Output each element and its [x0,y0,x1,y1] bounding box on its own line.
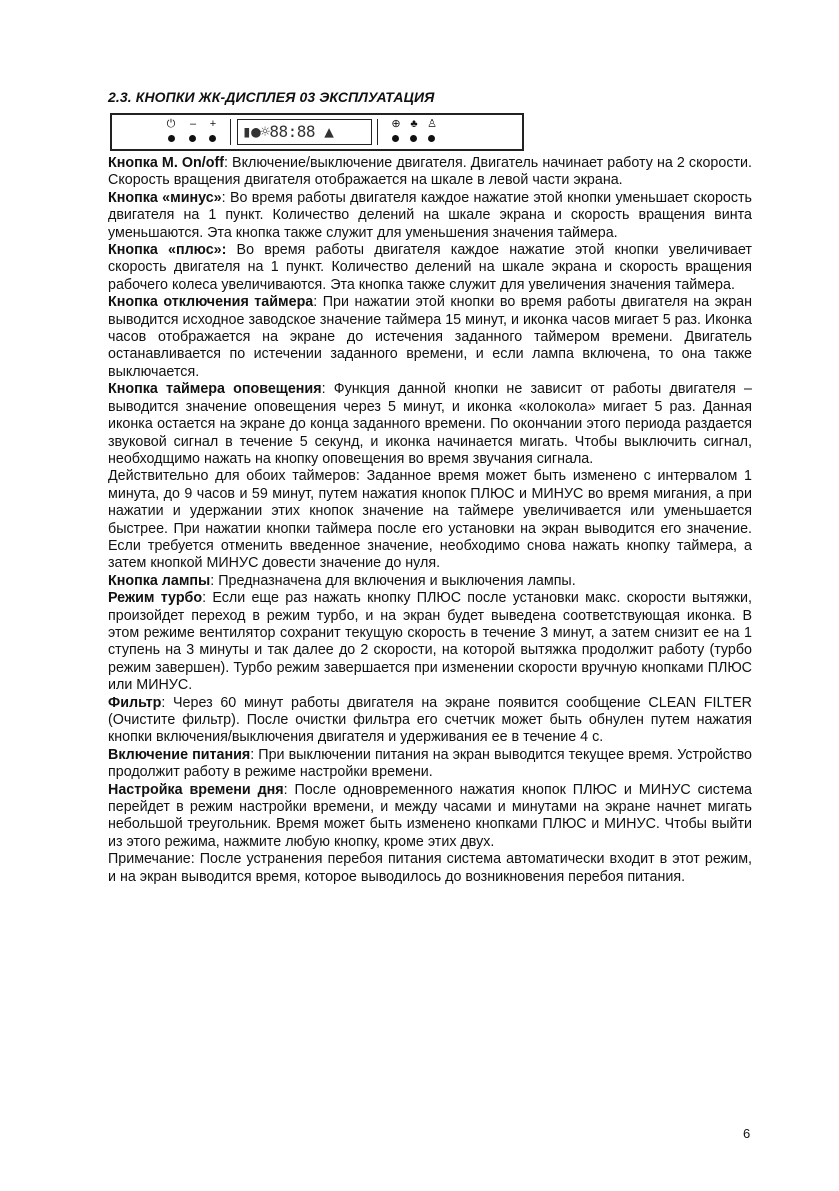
paragraph: Кнопка отключения таймера: При нажатии этой кнопки во время работы двигателя на экран выводится исходное заводское значение таймера 15 минут, и иконка часов мигает 5 раз. Иконка часов отображается на экране до истечения заданного таймером времени. Двигатель останавливается по истечении заданного времени, и если лампа включена, то она также выключается. [108,294,752,380]
term: Режим турбо [108,590,203,607]
power-icon: ⏻ [166,118,176,130]
paragraph: Настройка времени дня: После одновременного нажатия кнопок ПЛЮС и МИНУС система перейдет в режим настройки времени, и между часами и минутами на экране начнет мигать небольшой треугольник. Время может быть изменено кнопками ПЛЮС и МИНУС. Чтобы выйти из этого режима, нажмите любую кнопку, кроме этих двух. [108,781,753,850]
paragraph: Включение питания: При выключении питания на экран выводится текущее время. Устройство продолжит работу в режиме настройки времени. [108,746,752,781]
paragraph: Действительно для обоих таймеров: Заданное время может быть изменено с интервалом 1 минута, до 9 часов и 59 минут, путем нажатия кнопок ПЛЮС и МИНУС во время мигания, а при нажатии и удержании этих кнопок значение на таймере увеличивается или уменьшается быстрее. При нажатии кнопки таймера после его установки на экран выводится его значение. Если требуется отменить введенное значение, необходимо снова нажать кнопку таймера, а затем кнопкой МИНУС довести значение до нуля. [108,468,752,572]
plus-button[interactable] [209,135,216,142]
minus-icon: – [189,118,197,130]
alarm-timer-button[interactable] [410,135,417,142]
term: Кнопка M. On/off [108,155,224,171]
plus-icon: + [209,118,217,130]
page-number: 6 [743,1126,751,1141]
panel-divider [230,119,231,145]
lcd-control-panel [110,113,524,151]
lcd-display-text: ▮●☼88:88 ▲ [242,122,334,141]
lcd-display [237,119,372,145]
paragraph: Кнопка таймера оповещения: Функция данной кнопки не зависит от работы двигателя – выводится значение оповещения через 5 минут, и иконка «колокола» мигает 5 раз. Данная иконка остается на экране до конца заданного времени. По окончании этого периода раздается звуковой сигнал в течение 5 секунд, и иконка начинается мигать. Чтобы выключить сигнал, необходщимо нажать на кнопку оповещения во время звучания сигнала. [108,381,753,467]
term: Кнопка «минус» [108,189,222,206]
paragraph: Кнопка M. On/off: Включение/выключение двигателя. Двигатель начинает работу на 2 скорости. Скорость вращения двигателя отображается на шкале в левой части экрана. [108,155,752,189]
paragraph: Режим турбо: Если еще раз нажать кнопку ПЛЮС после установки макс. скорости вытяжки, произойдет переход в режим турбо, и на экран будет выведена соответствующая иконка. В этом режиме вентилятор сохранит текущую скорость в течение 3 минут, а затем снизит ее на 1 ступень на 3 минуты и так далее до 2 скорости, на которой вытяжка продолжит работу (турбо режим завершен). Турбо режим завершается при изменении скорости вручную кнопками ПЛЮС или МИНУС. [108,590,752,694]
section-title: 2.3. КНОПКИ ЖК-ДИСПЛЕЯ 03 ЭКСПЛУАТАЦИЯ [108,89,435,105]
paragraph: Фильтр: Через 60 минут работы двигателя на экране появится сообщение CLEAN FILTER (Очистите фильтр). После очистки фильтра его счетчик может быть обнулен путем нажатия кнопки включения/выключения двигателя и удерживания ее в течение 4 с. [108,694,752,746]
paragraph: Кнопка «минус»: Во время работы двигателя каждое нажатие этой кнопки уменьшает скорость двигателя на 1 пункт. Количество делений на шкале экрана и скорость вращения винта уменьшаются. Эта кнопка также служит для уменьшения значения таймера. [108,189,752,241]
term: Настройка времени дня [108,781,284,798]
lamp-button[interactable] [428,135,435,142]
term: Кнопка отключения таймера [108,294,314,311]
paragraph: Примечание: После устранения перебоя питания система автоматически входит в этот режим, и на экран выводится время, которое выводилось до возникновения перебоя питания. [108,851,752,885]
timer-off-button[interactable] [392,135,399,142]
paragraph: Кнопка «плюс»: Во время работы двигателя каждое нажатие этой кнопки увеличивает скорость двигателя на 1 пункт. Количество делений на шкале экрана и скорость вращения рабочего колеса увеличиваются. Эта кнопка также служит для увеличения значения таймера. [108,242,752,293]
panel-divider [377,119,378,145]
bell-icon: ♣ [410,118,418,130]
term: Фильтр [108,694,162,711]
clock-icon: ⊕ [391,118,401,130]
term: Включение питания [108,746,251,763]
minus-button[interactable] [189,135,196,142]
power-button[interactable] [168,135,175,142]
lamp-icon: ♙ [427,118,437,130]
paragraph: Кнопка лампы: Предназначена для включения и выключения лампы. [108,572,576,589]
term: Кнопка лампы [108,572,211,589]
instructions-text [108,155,752,886]
term: Кнопка «плюс»: [108,242,227,259]
term: Кнопка таймера оповещения [108,381,322,398]
